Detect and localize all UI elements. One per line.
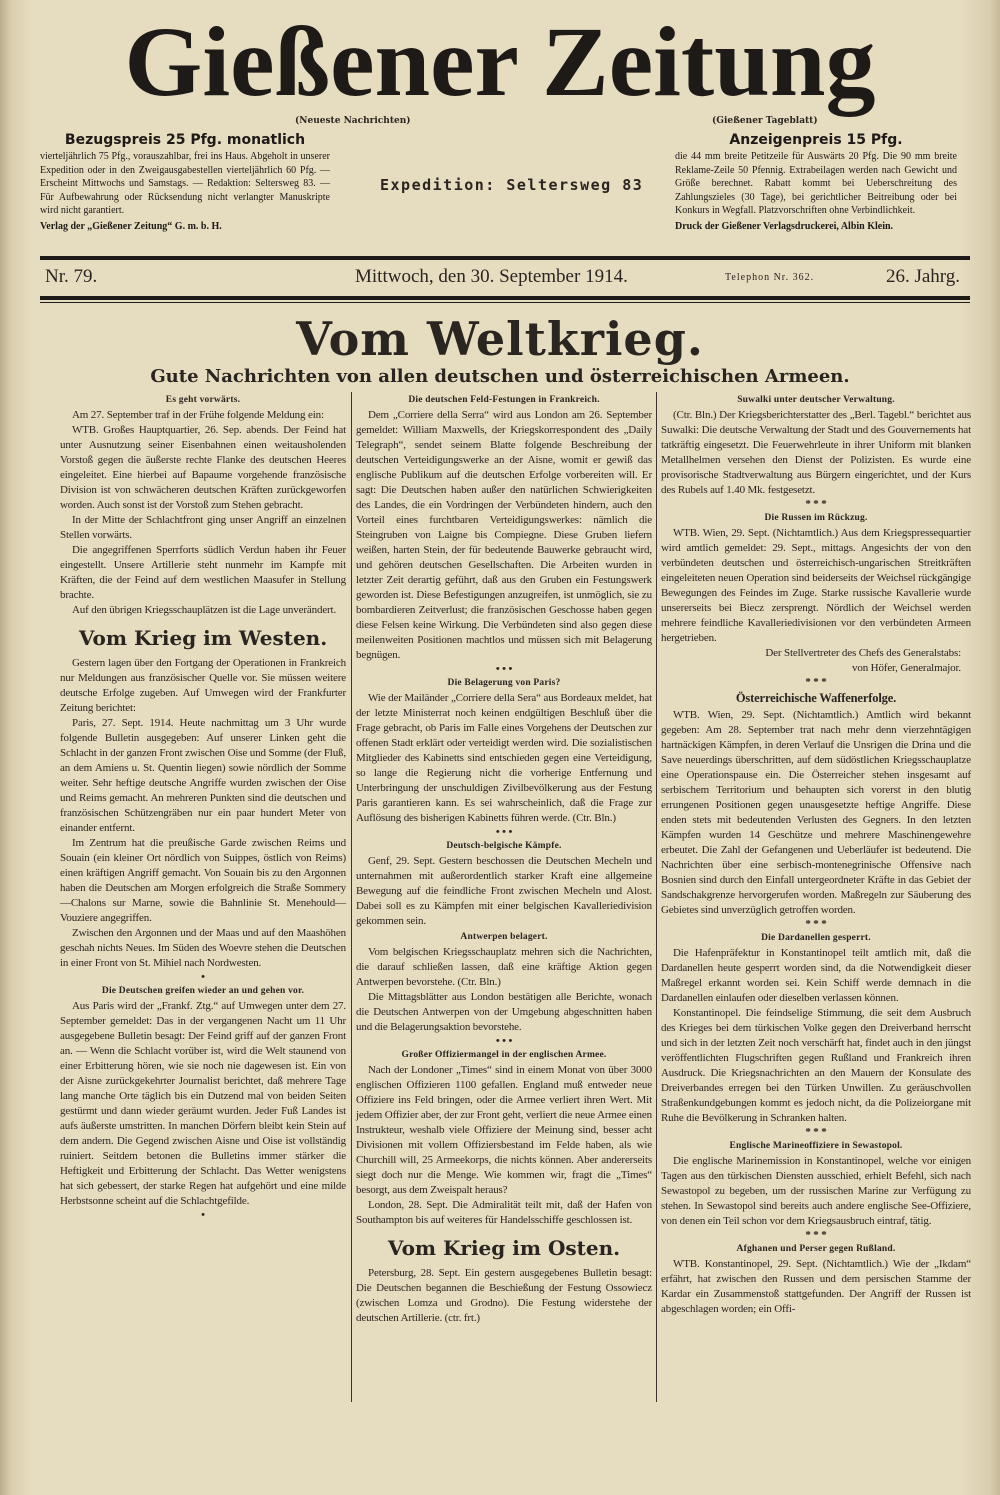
article-paragraph: Konstantinopel. Die feindselige Stimmung, die seit dem Ausbruch des Krieges bei dem türkischen Volke gegen den Dreiverband herrscht und sich in der letzten Zeit noch verschärft hat, findet auch in den jüngst veröffentlichten Flugschriften gegen Rußland und Frankreich ihren Ausdruck. Die Kriegsnachrichten an den Mauern der Konsulate des Dreiverbandes erregen bei den Türken Unwillen. Zu geräuschvollen Straßenkundgebungen kommt es jedoch nicht, da die Polizeiorgane mit Ruhe die Bevölkerung in Schranken halten. (661, 1007, 971, 1124)
article-paragraph: Am 27. September traf in der Frühe folgende Meldung ein: (72, 409, 324, 421)
article-paragraph: In der Mitte der Schlachtfront ging unser Angriff an einzelnen Stellen vorwärts. (60, 514, 346, 541)
advertising-text: die 44 mm breite Petitzeile für Auswärts 20 Pfg. Die 90 mm breite Reklame-Zeile 50 Pfennig. Extrabeilagen werden nach Gewicht und Größe berechnet. Rabatt kommt bei Ueberschreitung des Zahlungszieles (30 Tage), bei gerichtlicher Beitreibung oder bei Konkurs in Wegfall. Platzvorschriften ohne Verbindlichkeit. (675, 151, 957, 216)
subtitle-right: (Gießener Tageblatt) (712, 116, 818, 126)
separator: * * * (805, 498, 827, 510)
article-heading: Englische Marineoffiziere in Sewastopol. (729, 1141, 903, 1151)
article-paragraph: Genf, 29. Sept. Gestern beschossen die Deutschen Mecheln und unternahmen mit außerordentlich starker Kraft eine allgemeine Bewegung auf die feindliche Front zwischen Mecheln und Alost. Dabei soll es zu Kämpfen mit einer belgischen Kavalleriedivision gekommen sein. (356, 855, 652, 927)
article-paragraph: Paris, 27. Sept. 1914. Heute nachmittag um 3 Uhr wurde folgende Bulletin ausgegeben: Auf unserer Linken geht die Schlacht in der ganzen Front zwischen Oise und Somme (der Fluß, an dem Amiens u. St. Quentin liegen) sowie nördlich der Somme weiter. Sehr heftige deutsche Angriffe wurden zwischen der Oise und Reims gemacht. An mehreren Punkten sind die deutschen und französischen Schützengräben nur ein paar hundert Meter von einander entfernt. (60, 717, 346, 834)
article-heading: Es geht vorwärts. (165, 395, 241, 405)
article-paragraph: (Ctr. Bln.) Der Kriegsberichterstatter des „Berl. Tagebl.“ berichtet aus Suwalki: Die deutsche Verwaltung der Stadt und des Gouvernements hat tatkräftig eingesetzt. Die Feuerwehrleute in ihrer Uniform mit blanken Metallhelmen versehen den Dienst der Polizisten. Es wurde eine provisorische Stadtverwaltung aus Bürgern eingerichtet, und der Kurs des Rubels auf 1.40 Mk. festgesetzt. (661, 409, 971, 496)
main-headline: Vom Weltkrieg. (296, 312, 704, 366)
article-paragraph: London, 28. Sept. Die Admiralität teilt mit, daß der Hafen von Southampton bis auf weiteres für Handelsschiffe geschlossen ist. (356, 1199, 652, 1226)
section-heading: Vom Krieg im Westen. (78, 626, 328, 650)
article-paragraph: Die englische Marinemission in Konstantinopel, welche vor einigen Tagen aus den türkischen Diensten ausschied, erhielt Befehl, sich nach Sewastopol zu begeben, um der russischen Marine zur Verfügung zu stehen. In Sewastopol sind bereits auch andere englische See-Offiziere, von denen ein Teil schon vor dem Kriegsausbruch eintraf, tätig. (661, 1155, 971, 1227)
signature-line: von Höfer, Generalmajor. (852, 662, 961, 674)
separator: • (201, 1209, 205, 1221)
dateline (45, 264, 960, 294)
separator: * * * (805, 1126, 827, 1138)
article-paragraph: Vom belgischen Kriegsschauplatz mehren sich die Nachrichten, die darauf schließen lassen, daß eine kräftige Aktion gegen Antwerpen bevorstehe. (Ctr. Bln.) (356, 946, 652, 988)
article-paragraph: WTB. Konstantinopel, 29. Sept. (Nichtamtlich.) Wie der „Ikdam“ erfährt, hat zwischen den Russen und dem persischen Stamme der Kardar ein Zusammenstoß stattgefunden. Der Angriff der Russen ist abgeschlagen worden; ein Offi- (661, 1258, 971, 1315)
subscription-text: vierteljährlich 75 Pfg., vorauszahlbar, frei ins Haus. Abgeholt in unserer Expedition oder in den Zweigausgabestellen vierteljährlich 60 Pfg. — Erscheint Mittwochs und Samstags. — Redaktion: Seltersweg 83. — Für Aufbewahrung oder Rücksendung nicht verlangter Manuskripte wird nicht garantiert. (40, 151, 330, 216)
column-divider (656, 392, 657, 1402)
subscription-price: Bezugspreis 25 Pfg. monatlich (64, 132, 306, 148)
article-paragraph: WTB. Wien, 29. Sept. (Nichtamtlich.) Aus dem Kriegspressequartier wird amtlich gemeldet: 29. Sept., mittags. Angesichts der von den verbündeten deutschen und österreichisch-ungarischen Streitkräften eingeleiteten neuen Operation sind beiderseits der Weichsel rückgängige Bewegungen des Feindes im Zuge. Starke russische Kavallerie wurde unsererseits bei Biecz zersprengt. Nördlich der Weichsel werden mehrere feindliche Kavalleriedivisionen vor den verbündeten Armeen hergetrieben. (661, 527, 971, 644)
article-heading: Antwerpen belagert. (460, 932, 548, 942)
dateline-rule (40, 296, 970, 300)
article-heading: Die deutschen Feld-Festungen in Frankreich. (408, 395, 600, 405)
article-heading: Die Belagerung von Paris? (447, 678, 561, 688)
separator: * * * (805, 1229, 827, 1241)
section-heading: Vom Krieg im Osten. (387, 1236, 621, 1260)
dateline-rule-thin (40, 302, 970, 303)
sub-headline: Gute Nachrichten von allen deutschen und österreichischen Armeen. (150, 366, 850, 387)
advertising-price: Anzeigenpreis 15 Pfg. (729, 132, 903, 148)
header-rule (40, 256, 970, 260)
article-paragraph: Petersburg, 28. Sept. Ein gestern ausgegebenes Bulletin besagt: Die Deutschen begannen die Beschießung der Festung Ossowiecz (zwischen Lomza und Grodno). Die Festung widerstehe der deutschen Artillerie. (ctr. frt.) (356, 1267, 652, 1324)
article-paragraph: Auf den übrigen Kriegsschauplätzen ist die Lage unverändert. (72, 604, 337, 616)
telephone: Telephon Nr. 362. (725, 272, 815, 283)
article-heading: Die Deutschen greifen wieder an und gehen vor. (101, 986, 305, 996)
issue-date: Mittwoch, den 30. September 1914. (355, 266, 628, 287)
separator: • (201, 971, 205, 983)
column-2 (356, 392, 652, 1326)
signature-line: Der Stellvertreter des Chefs des Generalstabs: (765, 647, 961, 659)
newspaper-title: Gießener Zeitung (124, 6, 876, 117)
article-paragraph: Zwischen den Argonnen und der Maas und auf den Maashöhen geschah nichts Neues. Im Süden des Woevre stehen die Deutschen in einer Front von St. Mihiel nach Nordwesten. (60, 927, 346, 969)
article-paragraph: Die Hafenpräfektur in Konstantinopel teilt amtlich mit, daß die Dardanellen heute gesperrt worden sind, da die Notwendigkeit dieser Maßregel erkannt worden sei. Kein Schiff werde demnach in die Dardanellen einlaufen oder dieselben verlassen können. (661, 947, 971, 1004)
article-paragraph: Gestern lagen über den Fortgang der Operationen in Frankreich nur Meldungen aus französischer Quelle vor. Sie müssen weitere deutsche Erfolge zugeben. Auf Umwegen wird der Frankfurter Zeitung berichtet: (60, 657, 346, 714)
article-paragraph: WTB. Wien, 29. Sept. (Nichtamtlich.) Amtlich wird bekannt gegeben: Am 28. September trat nach mehr denn vierzehntägigen hartnäckigen Kämpfen, in deren Verlauf die Unsrigen die Drina und die Save neuerdings überschritten, auf dem südöstlichen Kriegsschauplatze eine Operationspause ein. Die Österreicher stehen insgesamt auf serbischem Territorium und behaupten sich vorerst in den blutig errungenen Positionen gegen unausgesetzte heftige Angriffe. Diese enden stets mit bedeutenden Verlusten des Gegners. In den letzten Kämpfen wurden 14 Geschütze und mehrere Maschinengewehre erbeutet. Die Zahl der Gefangenen und Ueberläufer ist bedeutend. Die Nachrichten über eine serbisch-montenegrinische Offensive nach Bosnien sind durch den Einfall untergeordneter Kräfte in das Gebiet der Sandschakgrenze hervorgerufen worden. Maßregeln zur Säuberung des Gebietes sind unverzüglich getroffen worden. (661, 709, 971, 916)
publisher: Verlag der „Gießener Zeitung“ G. m. b. H. (40, 220, 222, 232)
expedition-address: Expedition: Seltersweg 83 (380, 176, 644, 194)
column-3 (661, 392, 971, 1317)
article-heading: Afghanen und Perser gegen Rußland. (736, 1244, 896, 1254)
article-paragraph: Die angegriffenen Sperrforts südlich Verdun haben ihr Feuer eingestellt. Unsere Artillerie steht nunmehr im Kampfe mit Kräften, die der Feind auf dem westlichen Maasufer in Stellung brachte. (60, 544, 346, 601)
article-paragraph: Nach der Londoner „Times“ sind in einem Monat von über 3000 englischen Offizieren 1100 gefallen. England muß entweder neue Offiziere ins Feld bringen, oder die Armee verliert ihren Wert. Mit jedem Offizier aber, der zur Front geht, verliert die neue Armee einen Instrukteur, weshalb viele Offiziere der Meinung sind, besser acht Divisionen mit vollem Offiziersbestand im Felde haben, als wie Churchill will, 25 Armeekorps, die nichts können. Aber andererseits siegt doch nur die Menge. Wie kommen wir, fragt die „Times“ besorgt, aus dem Zweispalt heraus? (356, 1064, 652, 1196)
separator: • • • (495, 1035, 513, 1047)
separator: * * * (805, 918, 827, 930)
separator: • • • (495, 826, 513, 838)
article-heading: Großer Offiziermangel in der englischen Armee. (401, 1050, 607, 1060)
article-heading: Suwalki unter deutscher Verwaltung. (737, 395, 895, 405)
article-paragraph: Im Zentrum hat die preußische Garde zwischen Reims und Souain (ein kleiner Ort nördlich von Suippes, östlich von Reims) einen kräftigen Angriff gemacht. Von Souain bis zu den Argonnen haben die Deutschen am Morgen erfolgreich die Straße Sommery—Chalons sur Marne, sowie die Bahnlinie St. Menehould—Vouziere angegriffen. (60, 837, 346, 924)
printer: Druck der Gießener Verlagsdruckerei, Albin Klein. (675, 220, 894, 232)
article-paragraph: Wie der Mailänder „Corriere della Sera“ aus Bordeaux meldet, hat der letzte Ministerrat noch keinen endgültigen Beschluß über die Frage gebracht, ob Paris im Falle eines Vorgehens der Deutschen zur offenen Stadt erklärt oder verteidigt werden wird. Die sozialistischen Mitglieder des Kabinetts sind entschieden gegen eine Verteidigung, so lange die Regierung nicht die vorherige Entfernung und Unterbringung der unschuldigen Zivilbevölkerung aus der Festung Paris garantieren kann. Es sei wahrscheinlich, daß die Frage zur Auflösung des bisherigen Kabinetts führen werde. (Ctr. Bln.) (356, 692, 652, 824)
subtitle-left: (Neueste Nachrichten) (295, 116, 411, 126)
article-paragraph: WTB. Großes Hauptquartier, 26. Sep. abends. Der Feind hat unter Ausnutzung seiner Eisenbahnen einen weitausholenden Vorstoß gegen die äußerste rechte Flanke des deutschen Heeres eingeleitet. Eine hierbei auf Bapaume vorgehende französische Division ist von schwächeren deutschen Kräften zurückgeworfen worden. Auch sonst ist der Vorstoß zum Stehen gebracht. (60, 424, 346, 511)
column-divider (351, 392, 352, 1402)
advertising-info (675, 132, 957, 233)
article-paragraph: Die Mittagsblätter aus London bestätigen alle Berichte, wonach die Deutschen Antwerpen von der Umgebung abgeschnitten haben und die Belagerungsaktion bevorstehe. (356, 991, 652, 1033)
article-heading: Österreichische Waffenerfolge. (735, 691, 897, 705)
subscription-info (40, 132, 330, 233)
volume-year: 26. Jahrg. (885, 266, 960, 287)
article-paragraph: Aus Paris wird der „Frankf. Ztg.“ auf Umwegen unter dem 27. September gemeldet: Das in der vergangenen Nacht um 11 Uhr ausgegebene Bulletin besagt: Der Feind griff auf der ganzen Front an. — Wenn die Schlacht vorüber ist, wird die Welt staunend von einer Erbitterung hören, wie sie noch nie dagewesen ist. Ein von der Aisne zurückgekehrter Journalist berichtet, daß mehrere Tage lang manche Orte täglich bis ein Dutzend mal von beiden Seiten gestürmt und dann wieder geräumt wurden. Jeder Fuß Landes ist aufs äußerste umstritten. In manchen Dörfern bleibt kein Stein auf dem andern. Die Gegend zwischen Aisne und Oise ist vollständig ruiniert. Seitdem betonen die Bulletins immer stärker die Heftigkeit und Erbitterung der Schlacht. Das Wetter wenigstens hat sich gebessert, der starke Regen hat aufgehört und eine milde Herbstsonne scheint auf die Schlachtgefilde. (60, 1000, 346, 1207)
separator: * * * (805, 676, 827, 688)
column-1 (60, 392, 346, 1221)
article-paragraph: Dem „Corriere della Serra“ wird aus London am 26. September gemeldet: William Maxwells, der Kriegskorrespondent des „Daily Telegraph“, sendet seinem Blatte folgende Beschreibung der deutschen Verteidigungswerke an der Aisne, womit er gewiß das englische Publikum auf die deutschen Erfolge vorbereiten will. Er sagt: Die Deutschen haben außer den natürlichen Schwierigkeiten des Landes, die ein Vordringen der Verbündeten hindern, auch den Vorteil eines furchtbaren Verteidigungswerkes: nämlich die Steingruben von Laigne bis Compiegne. Diese Gruben liefern weißen, harten Stein, der für bedeutende Bauwerke gebraucht wird, und gehören deutschen Gesellschaften. Die Arbeiten wurden in letzter Zeit derartig geführt, daß aus den Gruben ein Festungswerk geworden ist. Diese Befestigungen anzugreifen, ist unmöglich, sie zu bombardieren Zeitverlust; die französischen Geschosse haben gegen diese Felsen keine Wirkung. Die Verbündeten sind also gegen diese meilenweiten Positionen machtlos und müssen sich mit Belagerung begnügen. (356, 409, 652, 661)
article-heading: Deutsch-belgische Kämpfe. (446, 841, 562, 851)
article-heading: Die Russen im Rückzug. (764, 513, 868, 523)
separator: • • • (495, 663, 513, 675)
issue-number: Nr. 79. (45, 266, 98, 287)
article-heading: Die Dardanellen gesperrt. (761, 933, 871, 943)
